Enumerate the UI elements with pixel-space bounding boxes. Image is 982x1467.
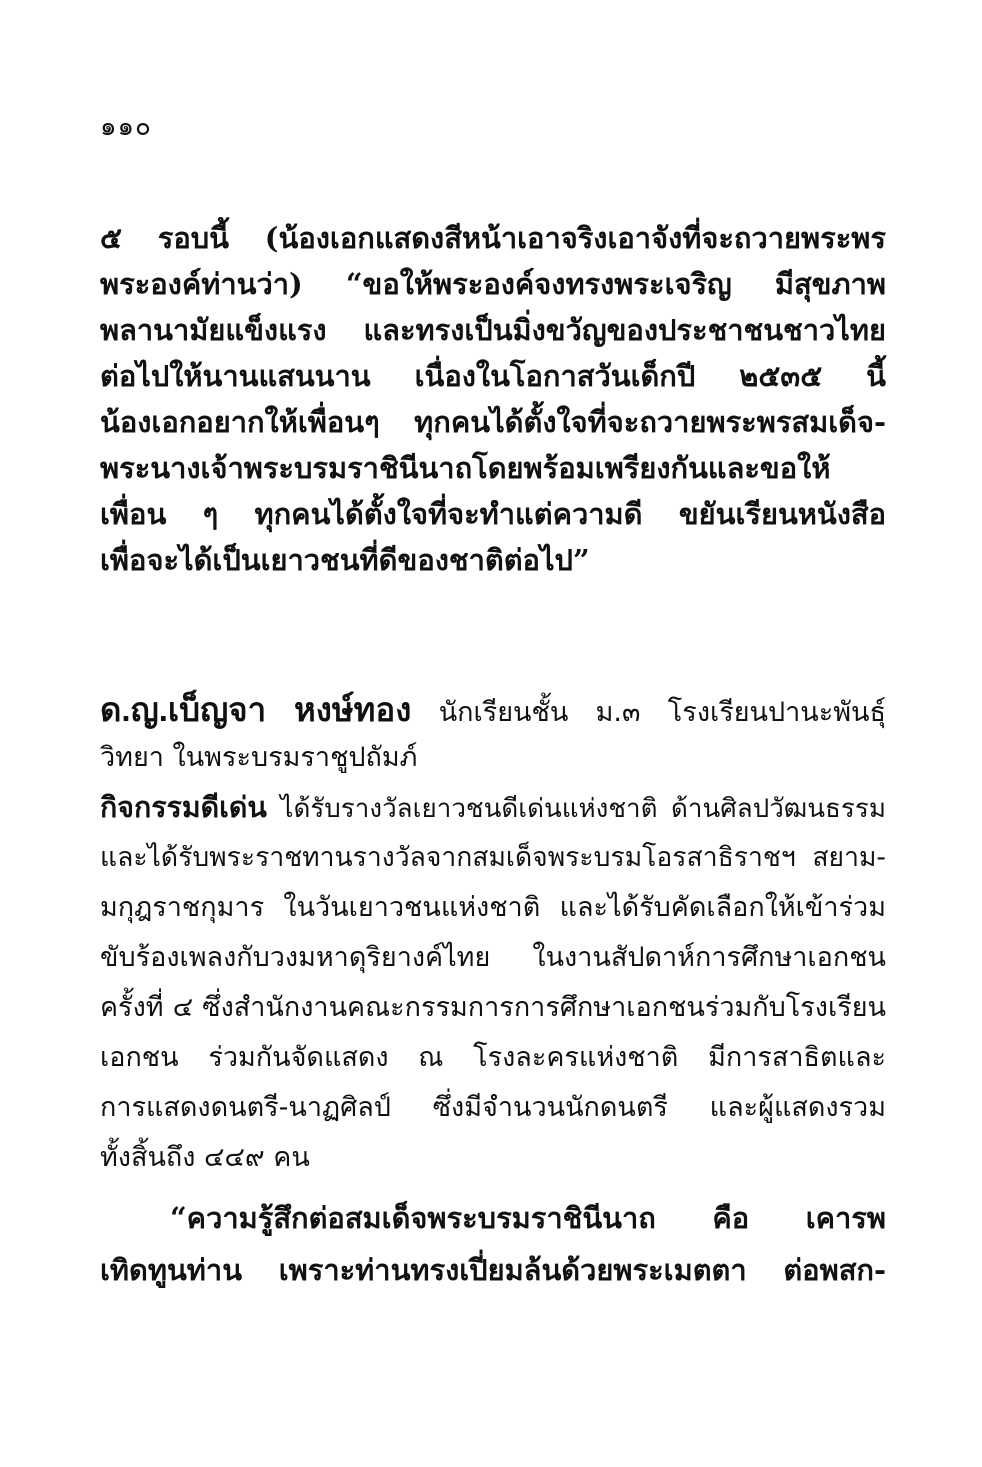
- activity-label: กิจกรรมดีเด่น: [100, 792, 267, 824]
- text-line: “ความรู้สึกต่อสมเด็จพระบรมราชินีนาถ คือ เคารพ: [170, 1201, 886, 1235]
- person-name: ด.ญ.เบ็ญจา หงษ์ทอง: [100, 691, 412, 728]
- text-line: น้องเอกอยากให้เพื่อนๆ ทุกคนได้ตั้งใจที่จะถวายพระพรสมเด็จ-: [100, 405, 886, 439]
- intro-text: นักเรียนชั้น ม.๓ โรงเรียนปานะพันธุ์: [411, 697, 886, 728]
- text-line: ขับร้องเพลงกับวงมหาดุริยางค์ไทย ในงานสัปดาห์การศึกษาเอกชน: [100, 942, 886, 973]
- page-number: ๑๑๐: [100, 112, 152, 142]
- text-line: เทิดทูนท่าน เพราะท่านทรงเปี่ยมล้นด้วยพระเมตตา ต่อพสก-: [100, 1253, 886, 1287]
- activity-text: ได้รับรางวัลเยาวชนดีเด่นแห่งชาติ ด้านศิลปวัฒนธรรม: [266, 794, 886, 824]
- text-line: เพื่อน ๆ ทุกคนได้ตั้งใจที่จะทำแต่ความดี ขยันเรียนหนังสือ: [100, 497, 886, 531]
- text-line: ทั้งสิ้นถึง ๔๔๙ คน: [100, 1142, 310, 1173]
- text-line: มกุฎราชกุมาร ในวันเยาวชนแห่งชาติ และได้รับคัดเลือกให้เข้าร่วม: [100, 892, 886, 923]
- text-line: และได้รับพระราชทานรางวัลจากสมเด็จพระบรมโอรสาธิราชฯ สยาม-: [100, 842, 886, 873]
- activity-line: [100, 788, 886, 828]
- text-line: การแสดงดนตรี-นาฏศิลป์ ซึ่งมีจำนวนนักดนตรี และผู้แสดงรวม: [100, 1092, 886, 1123]
- text-line: ๕ รอบนี้ (น้องเอกแสดงสีหน้าเอาจริงเอาจังที่จะถวายพระพร: [100, 221, 886, 255]
- text-line: ต่อไปให้นานแสนนาน เนื่องในโอกาสวันเด็กปี ๒๕๓๕ นี้: [100, 359, 886, 393]
- text-line: พลานามัยแข็งแรง และทรงเป็นมิ่งขวัญของประชาชนชาวไทย: [100, 313, 886, 347]
- text-line: พระองค์ท่านว่า) “ขอให้พระองค์จงทรงพระเจริญ มีสุขภาพ: [100, 267, 886, 301]
- text-line: พระนางเจ้าพระบรมราชินีนาถโดยพร้อมเพรียงกันและขอให้: [100, 451, 831, 485]
- text-line: วิทยา ในพระบรมราชูปถัมภ์: [100, 742, 418, 773]
- text-line: ครั้งที่ ๔ ซึ่งสำนักงานคณะกรรมการการศึกษาเอกชนร่วมกับโรงเรียน: [100, 992, 886, 1023]
- text-line: เพื่อจะได้เป็นเยาวชนที่ดีของชาติต่อไป”: [100, 543, 590, 577]
- profile-intro-line: [100, 690, 886, 730]
- text-line: เอกชน ร่วมกันจัดแสดง ณ โรงละครแห่งชาติ มีการสาธิตและ: [100, 1042, 886, 1073]
